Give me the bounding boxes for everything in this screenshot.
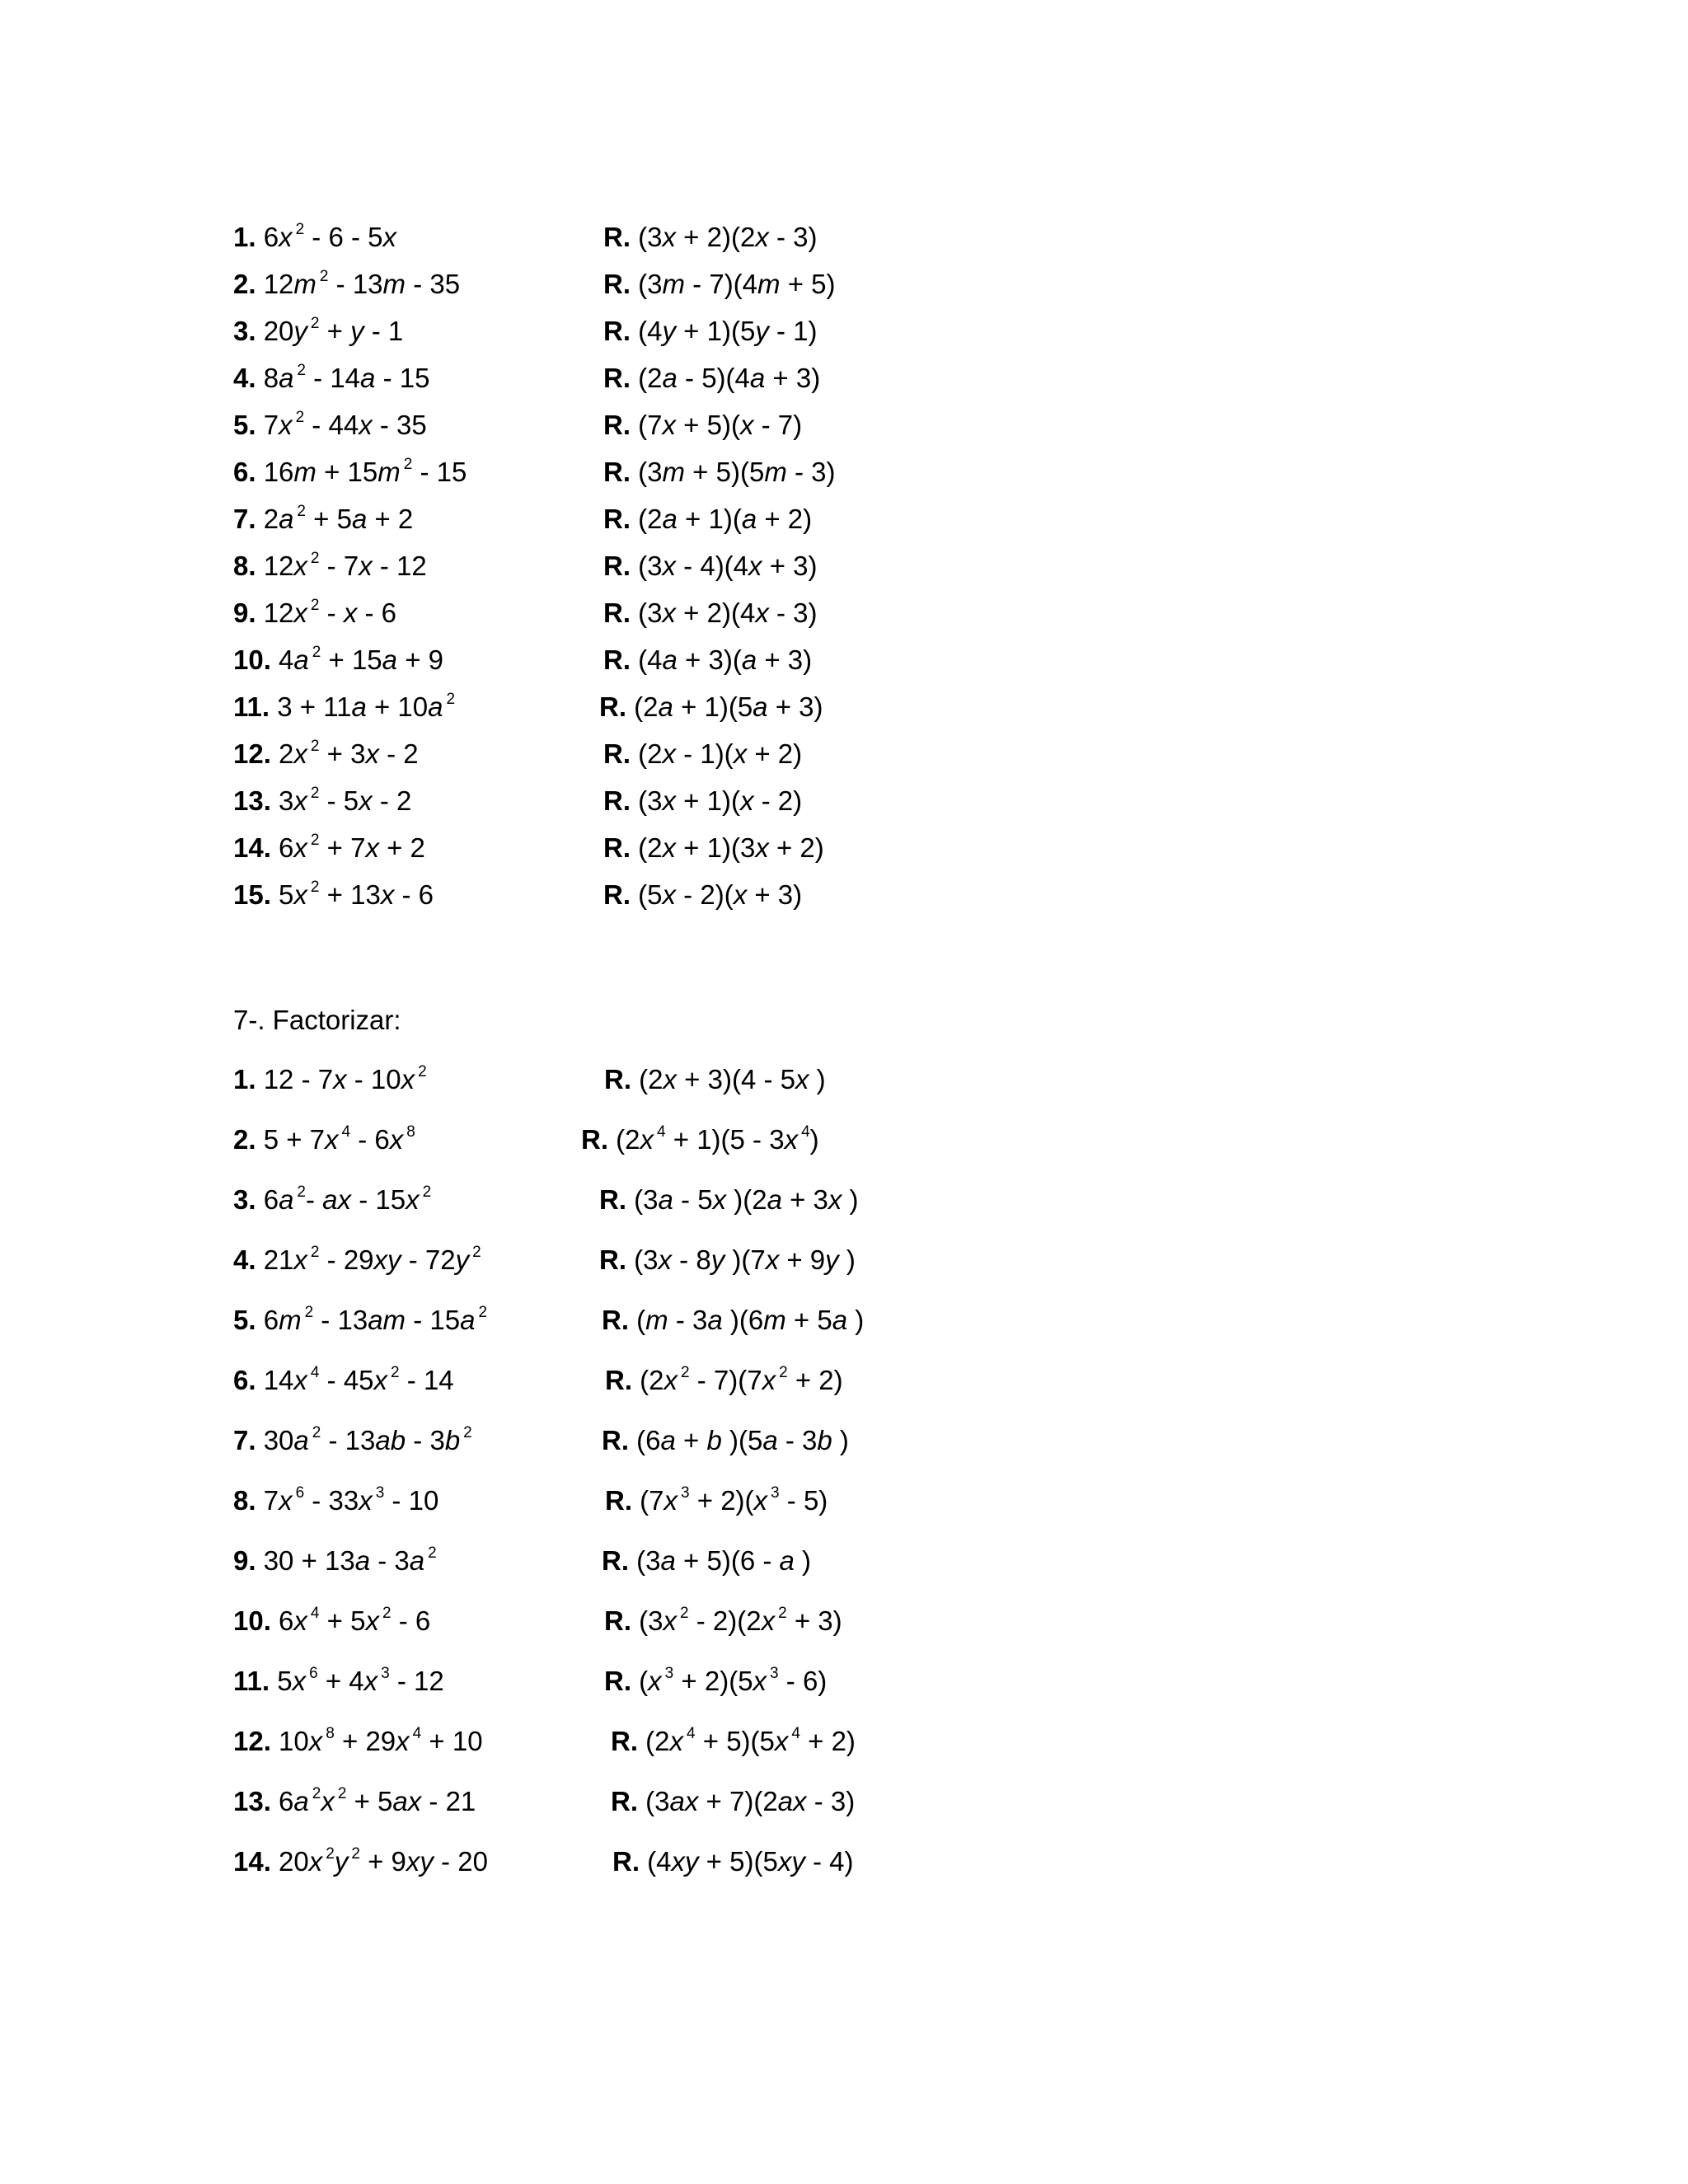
- exercise-number: 2.: [233, 269, 256, 299]
- sec6-answer: [603, 597, 817, 630]
- answer-prefix: R.: [604, 1605, 631, 1636]
- answer-expression: (3a + 5)(6 - a ): [636, 1545, 812, 1576]
- exercise-number: 15.: [233, 879, 271, 910]
- sec7-exercise: [233, 1605, 430, 1638]
- sec7-answer: [599, 1183, 859, 1216]
- exercise-expression: 6x $^2$ - 6 - 5x: [263, 221, 396, 252]
- sec7-answer: [605, 1484, 828, 1517]
- exercise-expression: 12x $^2$ - x - 6: [263, 597, 397, 628]
- sec7-exercise: [233, 1845, 488, 1878]
- exercise-number: 3.: [233, 316, 256, 346]
- answer-expression: (2x + 3)(4 - 5x ): [639, 1064, 826, 1094]
- exercise-number: 7.: [233, 504, 256, 534]
- answer-prefix: R.: [603, 832, 631, 863]
- sec7-exercise: [233, 1665, 444, 1698]
- exercise-number: 14.: [233, 1846, 271, 1877]
- answer-expression: (2x - 1)(x + 2): [638, 738, 803, 769]
- sec6-answer: [603, 221, 817, 254]
- exercise-number: 4.: [233, 363, 256, 393]
- exercise-number: 7.: [233, 1425, 256, 1455]
- answer-prefix: R.: [603, 785, 631, 816]
- exercise-number: 13.: [233, 1786, 271, 1816]
- sec7-exercise: [233, 1183, 431, 1216]
- sec6-exercise: [233, 503, 413, 536]
- answer-prefix: R.: [603, 316, 631, 346]
- answer-prefix: R.: [611, 1726, 638, 1756]
- sec7-exercise: [233, 1364, 454, 1397]
- sec7-exercise: [233, 1484, 438, 1517]
- exercise-expression: 5 + 7x $^4$ - 6x $^8$: [263, 1123, 415, 1155]
- sec6-answer: [603, 362, 820, 395]
- exercise-expression: 30 + 13a - 3a $^2$: [263, 1544, 437, 1576]
- sec6-exercise: [233, 644, 443, 677]
- exercise-expression: 6x $^2$ + 7x + 2: [279, 832, 425, 863]
- answer-expression: (3x $^2$ - 2)(2x $^2$ + 3): [639, 1605, 842, 1636]
- sec6-answer: [603, 832, 824, 865]
- sec7-exercise: [233, 1244, 481, 1277]
- exercise-expression: 21x $^2$ - 29xy - 72y $^2$: [263, 1244, 481, 1275]
- answer-expression: (3m + 5)(5m - 3): [638, 457, 836, 487]
- exercise-number: 9.: [233, 598, 256, 628]
- answer-expression: (3a - 5x )(2a + 3x ): [634, 1184, 859, 1215]
- exercise-expression: 7x $^6$ - 33x $^3$ - 10: [263, 1484, 439, 1516]
- answer-prefix: R.: [605, 1365, 632, 1395]
- exercise-expression: 5x $^6$ + 4x $^3$ - 12: [277, 1665, 444, 1696]
- answer-prefix: R.: [599, 691, 626, 722]
- answer-prefix: R.: [603, 410, 631, 440]
- exercise-expression: 5x $^2$ + 13x - 6: [279, 879, 434, 910]
- sec7-exercise: [233, 1304, 487, 1337]
- answer-expression: (3ax + 7)(2ax - 3): [645, 1786, 856, 1816]
- sec6-answer: [603, 409, 802, 442]
- answer-prefix: R.: [603, 738, 631, 769]
- sec6-exercise: [233, 315, 403, 348]
- sec7-answer: [604, 1665, 827, 1698]
- sec7-answer: [605, 1364, 843, 1397]
- exercise-number: 3.: [233, 1184, 256, 1215]
- sec6-answer: [603, 879, 802, 912]
- sec6-answer: [603, 503, 812, 536]
- exercise-number: 6.: [233, 1365, 256, 1395]
- exercise-number: 10.: [233, 1605, 271, 1636]
- answer-expression: (4a + 3)(a + 3): [638, 644, 813, 675]
- exercise-expression: 4a $^2$ + 15a + 9: [279, 644, 443, 675]
- answer-expression: (3x + 2)(4x - 3): [638, 598, 818, 628]
- answer-prefix: R.: [612, 1846, 640, 1877]
- exercise-number: 8.: [233, 1485, 256, 1516]
- answer-expression: (3x + 1)(x - 2): [638, 785, 803, 816]
- answer-expression: (m - 3a )(6m + 5a ): [636, 1305, 865, 1335]
- sec7-answer: [602, 1304, 864, 1337]
- exercise-number: 4.: [233, 1244, 256, 1275]
- sec6-exercise: [233, 550, 427, 583]
- sec6-exercise: [233, 456, 467, 489]
- sec6-answer: [603, 785, 802, 818]
- exercise-expression: 2x $^2$ + 3x - 2: [279, 738, 419, 769]
- sec6-exercise: [233, 832, 425, 865]
- sec7-exercise: [233, 1424, 472, 1457]
- answer-prefix: R.: [603, 457, 631, 487]
- answer-prefix: R.: [605, 1485, 632, 1516]
- exercise-number: 13.: [233, 785, 271, 816]
- answer-expression: (2x + 1)(3x + 2): [638, 832, 824, 863]
- answer-prefix: R.: [599, 1244, 626, 1275]
- sec6-exercise: [233, 362, 429, 395]
- exercise-number: 12.: [233, 1726, 271, 1756]
- sec6-answer: [603, 268, 835, 301]
- sec6-answer: [599, 691, 823, 724]
- exercise-expression: 12m $^2$ - 13m - 35: [263, 268, 461, 299]
- sec6-exercise: [233, 268, 460, 301]
- answer-expression: (5x - 2)(x + 3): [638, 879, 803, 910]
- exercise-number: 9.: [233, 1545, 256, 1576]
- section-7-heading: 7-. Factorizar:: [233, 1005, 401, 1035]
- answer-expression: (3x + 2)(2x - 3): [638, 222, 818, 252]
- sec6-answer: [603, 550, 817, 583]
- sec6-answer: [603, 644, 812, 677]
- sec7-answer: [612, 1845, 853, 1878]
- exercise-expression: 20y $^2$ + y - 1: [263, 315, 404, 346]
- sec6-exercise: [233, 409, 427, 442]
- exercise-number: 11.: [233, 691, 270, 722]
- exercise-number: 2.: [233, 1124, 256, 1155]
- answer-prefix: R.: [602, 1305, 629, 1335]
- answer-prefix: R.: [603, 504, 631, 534]
- exercise-expression: 8a $^2$ - 14a - 15: [263, 362, 430, 393]
- exercise-expression: 10x $^8$ + 29x $^4$ + 10: [279, 1725, 483, 1756]
- exercise-number: 5.: [233, 1305, 256, 1335]
- sec7-answer: [581, 1123, 819, 1156]
- answer-expression: (4xy + 5)(5xy - 4): [647, 1846, 854, 1877]
- answer-expression: (4y + 1)(5y - 1): [638, 316, 818, 346]
- answer-expression: (7x + 5)(x - 7): [638, 410, 803, 440]
- sec6-answer: [603, 738, 802, 771]
- answer-expression: (3x - 8y )(7x + 9y ): [634, 1244, 856, 1275]
- exercise-expression: 14x $^4$ - 45x $^2$ - 14: [263, 1364, 454, 1395]
- exercise-number: 10.: [233, 644, 271, 675]
- answer-prefix: R.: [599, 1184, 626, 1215]
- exercise-expression: 6a $^2$- ax - 15x $^2$: [263, 1183, 432, 1215]
- answer-expression: (2x $^4$ + 1)(5 - 3x $^4$): [616, 1123, 819, 1155]
- exercise-expression: 20x $^2$y $^2$ + 9xy - 20: [279, 1845, 488, 1877]
- sec6-exercise: [233, 221, 396, 254]
- answer-prefix: R.: [603, 644, 631, 675]
- answer-expression: (2a + 1)(a + 2): [638, 504, 813, 534]
- sec6-exercise: [233, 785, 411, 818]
- answer-prefix: R.: [603, 879, 631, 910]
- answer-expression: (2a - 5)(4a + 3): [638, 363, 821, 393]
- answer-prefix: R.: [603, 363, 631, 393]
- exercise-number: 12.: [233, 738, 271, 769]
- exercise-expression: 3x $^2$ - 5x - 2: [279, 785, 412, 816]
- sec6-exercise: [233, 879, 434, 912]
- answer-prefix: R.: [603, 551, 631, 581]
- exercise-expression: 6a $^2$x $^2$ + 5ax - 21: [279, 1785, 476, 1816]
- exercise-number: 14.: [233, 832, 271, 863]
- answer-expression: (3m - 7)(4m + 5): [638, 269, 836, 299]
- sec6-exercise: [233, 597, 396, 630]
- sec7-exercise: [233, 1123, 415, 1156]
- exercise-expression: 12x $^2$ - 7x - 12: [263, 550, 427, 581]
- sec6-exercise: [233, 691, 455, 724]
- answer-prefix: R.: [603, 222, 631, 252]
- exercise-expression: 6m $^2$ - 13am - 15a $^2$: [263, 1304, 488, 1335]
- exercise-number: 6.: [233, 457, 256, 487]
- sec7-answer: [599, 1244, 856, 1277]
- answer-expression: (2a + 1)(5a + 3): [634, 691, 823, 722]
- answer-prefix: R.: [611, 1786, 638, 1816]
- answer-prefix: R.: [602, 1425, 629, 1455]
- exercise-number: 8.: [233, 551, 256, 581]
- sec7-answer: [602, 1544, 811, 1577]
- exercise-expression: 7x $^2$ - 44x - 35: [263, 409, 427, 440]
- exercise-expression: 6x $^4$ + 5x $^2$ - 6: [279, 1605, 431, 1636]
- answer-expression: (7x $^3$ + 2)(x $^3$ - 5): [640, 1484, 828, 1516]
- answer-expression: (6a + b )(5a - 3b ): [636, 1425, 849, 1455]
- exercise-expression: 12 - 7x - 10x $^2$: [263, 1063, 427, 1094]
- exercise-expression: 2a $^2$ + 5a + 2: [263, 503, 414, 534]
- sec7-exercise: [233, 1063, 427, 1096]
- exercise-number: 1.: [233, 222, 256, 252]
- answer-prefix: R.: [603, 598, 631, 628]
- answer-expression: (x $^3$ + 2)(5x $^3$ - 6): [639, 1665, 828, 1696]
- sec7-answer: [604, 1063, 826, 1096]
- sec7-answer: [604, 1605, 842, 1638]
- answer-prefix: R.: [604, 1666, 631, 1696]
- sec6-answer: [603, 315, 817, 348]
- answer-expression: (2x $^4$ + 5)(5x $^4$ + 2): [645, 1725, 856, 1756]
- sec7-exercise: [233, 1785, 476, 1818]
- sec7-exercise: [233, 1725, 483, 1758]
- exercise-expression: 30a $^2$ - 13ab - 3b $^2$: [263, 1424, 472, 1455]
- sec7-answer: [602, 1424, 849, 1457]
- sec7-exercise: [233, 1544, 437, 1577]
- sec7-answer: [611, 1725, 856, 1758]
- sec6-answer: [603, 456, 835, 489]
- answer-prefix: R.: [603, 269, 631, 299]
- answer-prefix: R.: [604, 1064, 631, 1094]
- sec6-exercise: [233, 738, 419, 771]
- exercise-number: 11.: [233, 1666, 270, 1696]
- exercise-number: 1.: [233, 1064, 256, 1094]
- exercise-expression: 3 + 11a + 10a $^2$: [277, 691, 456, 722]
- sec7-answer: [611, 1785, 855, 1818]
- answer-expression: (2x $^2$ - 7)(7x $^2$ + 2): [640, 1364, 843, 1395]
- answer-expression: (3x - 4)(4x + 3): [638, 551, 818, 581]
- exercise-expression: 16m + 15m $^2$ - 15: [263, 456, 467, 487]
- answer-prefix: R.: [602, 1545, 629, 1576]
- answer-prefix: R.: [581, 1124, 608, 1155]
- exercise-number: 5.: [233, 410, 256, 440]
